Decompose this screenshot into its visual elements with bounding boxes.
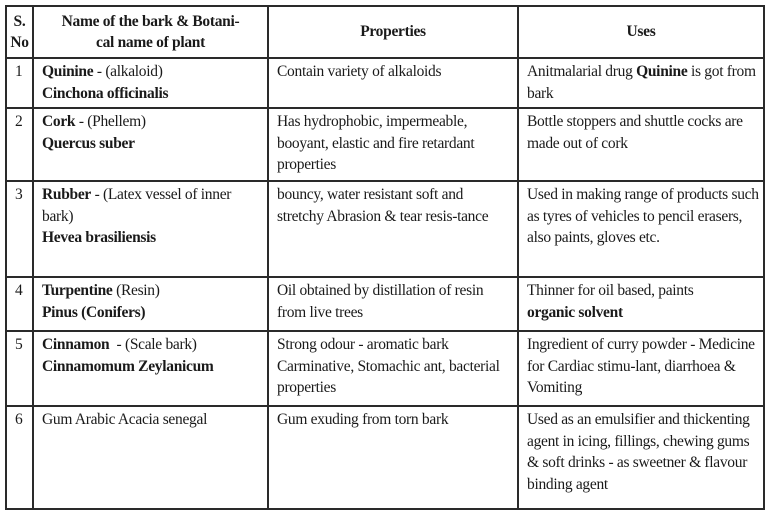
cell-bark-name [33,181,268,277]
cell-sno: 1 [6,58,33,108]
uses-text-post: is got from bark [527,63,756,102]
cell-bark-name [33,58,268,108]
cell-properties: Contain variety of alkaloids [268,58,518,108]
botanical-name: Quercus suber [42,134,135,152]
bark-note: - (Scale bark) [109,336,197,353]
table-row [6,331,764,406]
uses-bold-text: Quinine [636,63,688,80]
table-row [6,406,764,509]
header-name-line1: Name of the bark & Botani- [61,12,240,30]
uses-text: Thinner for oil based, paints [527,282,694,299]
bark-note: - (Phellem) [75,113,146,130]
bark-name: Cork [42,113,76,130]
cell-bark-name: Gum Arabic Acacia senegal [33,406,268,509]
table-row [6,277,764,331]
cell-sno: 6 [6,406,33,509]
bark-note: - (alkaloid) [93,63,163,80]
bark-name: Rubber [42,186,92,203]
cell-properties: Gum exuding from torn bark [268,406,518,509]
header-name [33,6,268,58]
cell-sno: 4 [6,277,33,331]
uses-text: Anitmalarial drug [527,63,637,80]
botanical-name: Pinus (Conifers) [42,303,146,321]
header-sno-line1: S. [13,12,26,30]
cell-sno: 2 [6,108,33,181]
header-sno-line2: No [10,34,29,51]
cell-sno: 3 [6,181,33,277]
bark-uses-table [5,5,765,510]
header-name-line2: cal name of plant [96,34,205,51]
cell-uses: Used as an emulsifier and thickenting agent in icing, fillings, chewing gums & soft drinks - as sweetner & flavour binding agent [518,406,764,509]
bark-note: - (Latex vessel of inner bark) [42,186,232,225]
cell-bark-name [33,277,268,331]
cell-bark-name [33,108,268,181]
bark-name: Quinine [42,63,94,80]
cell-properties: Has hydrophobic, impermeable, booyant, elastic and fire retardant properties [268,108,518,181]
cell-uses: Bottle stoppers and shuttle cocks are made out of cork [518,108,764,181]
cell-uses: Ingredient of curry powder - Medicine for Cardiac stimu-lant, diarrhoea & Vomiting [518,331,764,406]
botanical-name: Hevea brasiliensis [42,229,156,246]
table-row [6,181,764,277]
bark-note: (Resin) [112,282,160,299]
cell-uses: Used in making range of products such as tyres of vehicles to pencil erasers, also paints, gloves etc. [518,181,764,277]
cell-uses [518,277,764,331]
botanical-name: Cinchona officinalis [42,84,169,102]
cell-properties: Strong odour - aromatic bark Carminative, Stomachic ant, bacterial properties [268,331,518,406]
header-properties: Properties [268,6,518,58]
bark-name: Cinnamon [42,336,110,353]
cell-sno: 5 [6,331,33,406]
cell-uses [518,58,764,108]
header-sno [6,6,33,58]
cell-properties: Oil obtained by distillation of resin from live trees [268,277,518,331]
uses-bold-text: organic solvent [527,303,623,321]
bark-name: Turpentine [42,282,113,299]
table-row [6,108,764,181]
table-row [6,58,764,108]
header-uses: Uses [518,6,764,58]
botanical-name: Cinnamomum Zeylanicum [42,357,214,375]
cell-properties: bouncy, water resistant soft and stretchy Abrasion & tear resis-tance [268,181,518,277]
cell-bark-name [33,331,268,406]
table-header-row [6,6,764,58]
